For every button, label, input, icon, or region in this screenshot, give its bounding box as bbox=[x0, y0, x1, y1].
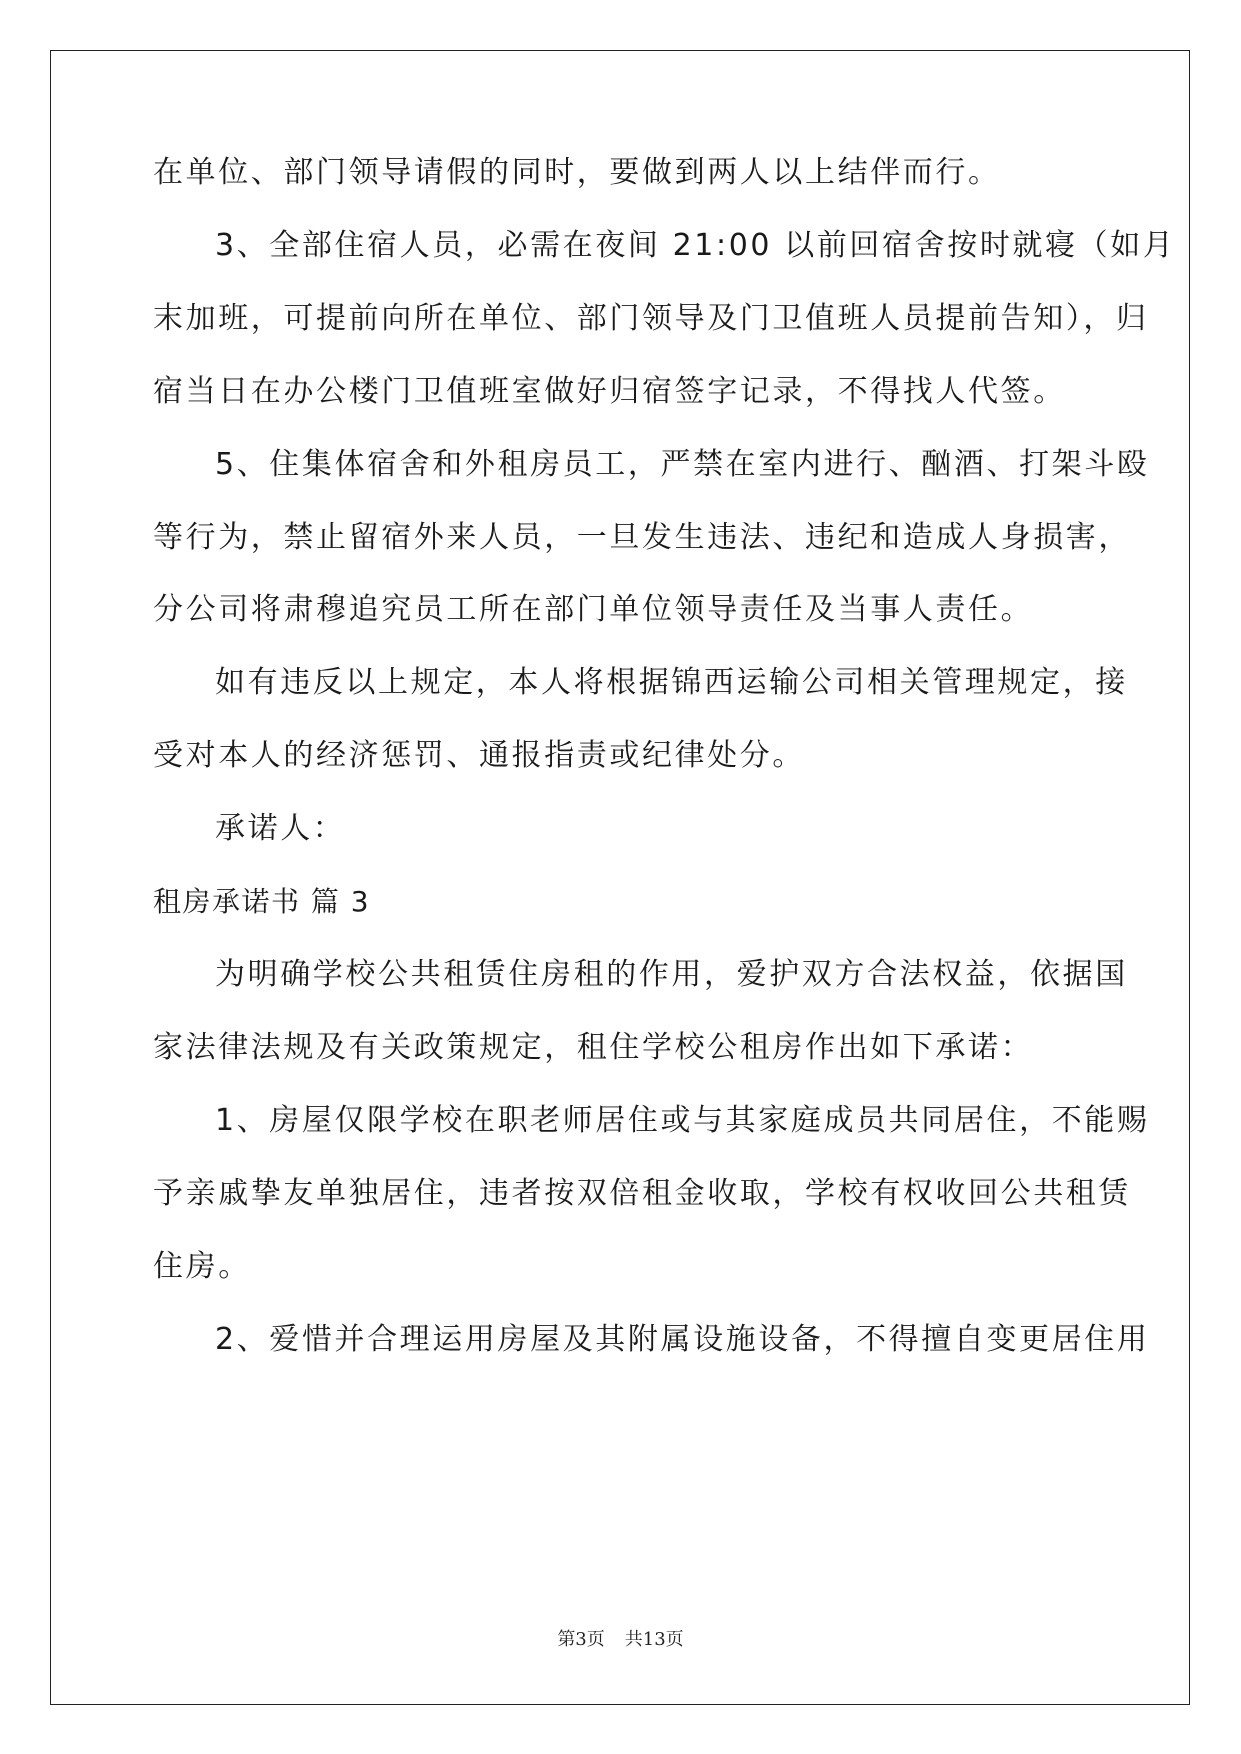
text-line-13: 家法律法规及有关政策规定，租住学校公租房作出如下承诺： bbox=[153, 1030, 1034, 1065]
text-line-16: 住房。 bbox=[153, 1249, 251, 1284]
text-line-7: 分公司将肃穆追究员工所在部门单位领导责任及当事人责任。 bbox=[153, 592, 1034, 627]
text-line-4: 宿当日在办公楼门卫值班室做好归宿签字记录，不得找人代签。 bbox=[153, 374, 1066, 409]
signature-label: 承诺人： bbox=[215, 811, 346, 846]
text-line-6: 等行为，禁止留宿外来人员，一旦发生违法、违纪和造成人身损害， bbox=[153, 520, 1131, 555]
text-line-2: 3、全部住宿人员，必需在夜间 21:00 以前回宿舍按时就寝（如月 bbox=[215, 228, 1176, 263]
text-line-12: 为明确学校公共租赁住房租的作用，爱护双方合法权益，依据国 bbox=[215, 957, 1128, 992]
page-number: 第3页 bbox=[557, 1629, 605, 1650]
text-line-5: 5、住集体宿舍和外租房员工，严禁在室内进行、酗酒、打架斗殴 bbox=[215, 447, 1150, 482]
page-footer bbox=[0, 1628, 1241, 1652]
section-heading: 租房承诺书 篇 3 bbox=[153, 885, 371, 918]
page-border bbox=[50, 50, 1190, 1705]
page-total: 共13页 bbox=[624, 1629, 684, 1650]
text-line-14: 1、房屋仅限学校在职老师居住或与其家庭成员共同居住，不能赐 bbox=[215, 1103, 1150, 1138]
text-line-17: 2、爱惜并合理运用房屋及其附属设施设备，不得擅自变更居住用 bbox=[215, 1322, 1150, 1357]
text-line-9: 受对本人的经济惩罚、通报指责或纪律处分。 bbox=[153, 738, 805, 773]
text-line-15: 予亲戚挚友单独居住，违者按双倍租金收取，学校有权收回公共租赁 bbox=[153, 1176, 1131, 1211]
text-line-3: 末加班，可提前向所在单位、部门领导及门卫值班人员提前告知），归 bbox=[153, 301, 1149, 336]
text-line-8: 如有违反以上规定，本人将根据锦西运输公司相关管理规定，接 bbox=[215, 665, 1128, 700]
text-line-1: 在单位、部门领导请假的同时，要做到两人以上结伴而行。 bbox=[153, 155, 1001, 190]
